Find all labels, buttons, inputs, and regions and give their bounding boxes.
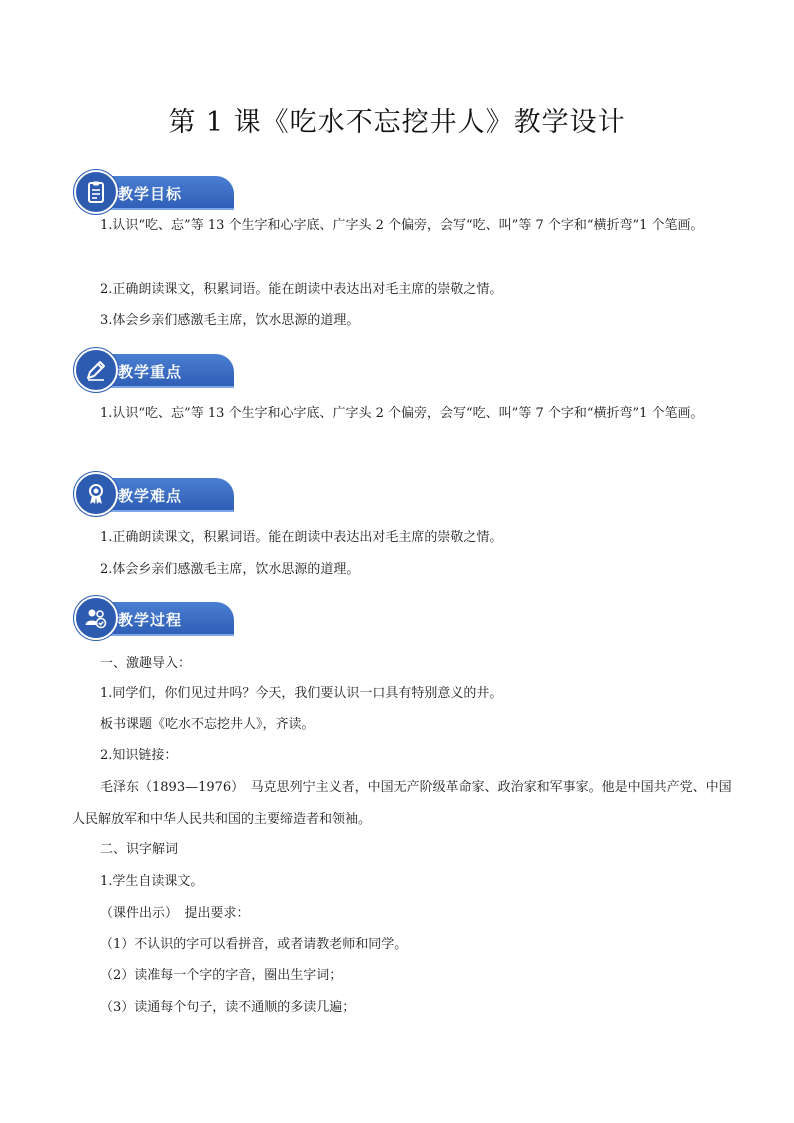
process-item-3: 板书课题《吃水不忘挖井人》，齐读。: [100, 717, 315, 732]
process-item-6: 二、识字解词: [100, 842, 179, 857]
section-heading-goals: 教学目标: [118, 185, 183, 203]
section-header-key-points: [74, 348, 234, 392]
award-icon: [74, 472, 118, 516]
key-point-item-1: 1.认识“吃、忘”等 13 个生字和心字底、广字头 2 个偏旁，会写“吃、叫”等 7 个字和“横折弯”1 个笔画。: [100, 406, 704, 421]
difficulty-item-1: 1.正确朗读课文，积累词语。能在朗读中表达出对毛主席的崇敬之情。: [100, 530, 503, 545]
section-heading-process: 教学过程: [118, 611, 183, 629]
section-header-goals: [74, 170, 234, 214]
clipboard-icon: [74, 170, 118, 214]
goal-item-1: 1.认识“吃、忘”等 13 个生字和心字底、广字头 2 个偏旁，会写“吃、叫”等 7 个字和“横折弯”1 个笔画。: [100, 218, 704, 233]
difficulty-item-2: 2.体会乡亲们感激毛主席，饮水思源的道理。: [100, 562, 360, 577]
process-item-7: 1.学生自读课文。: [100, 874, 204, 889]
pencil-icon: [74, 348, 118, 392]
process-item-5: 毛泽东（1893—1976） 马克思列宁主义者，中国无产阶级革命家、政治家和军事家。他是中国共产党、中国人民解放军和中华人民共和国的主要缔造者和领袖。: [72, 780, 732, 827]
section-header-process: [74, 596, 234, 640]
page-title: 第 1 课《吃水不忘挖井人》教学设计: [168, 107, 626, 138]
section-heading-key-points: 教学重点: [118, 363, 183, 381]
process-item-10: （2）读准每一个字的字音，圈出生字词；: [100, 968, 343, 983]
process-item-1: 一、激趣导入：: [100, 656, 192, 671]
section-header-difficulties: [74, 472, 234, 516]
process-item-4: 2.知识链接：: [100, 748, 178, 763]
process-item-9: （1）不认识的字可以看拼音，或者请教老师和同学。: [100, 937, 408, 952]
goal-item-2: 2.正确朗读课文，积累词语。能在朗读中表达出对毛主席的崇敬之情。: [100, 282, 503, 297]
users-icon: [74, 596, 118, 640]
process-item-2: 1.同学们，你们见过井吗？今天，我们要认识一口具有特别意义的井。: [100, 686, 503, 701]
process-item-11: （3）读通每个句子，读不通顺的多读几遍；: [100, 1000, 356, 1015]
section-heading-difficulties: 教学难点: [118, 487, 183, 505]
goal-item-3: 3.体会乡亲们感激毛主席，饮水思源的道理。: [100, 313, 360, 328]
process-item-8: （课件出示） 提出要求：: [100, 906, 250, 921]
